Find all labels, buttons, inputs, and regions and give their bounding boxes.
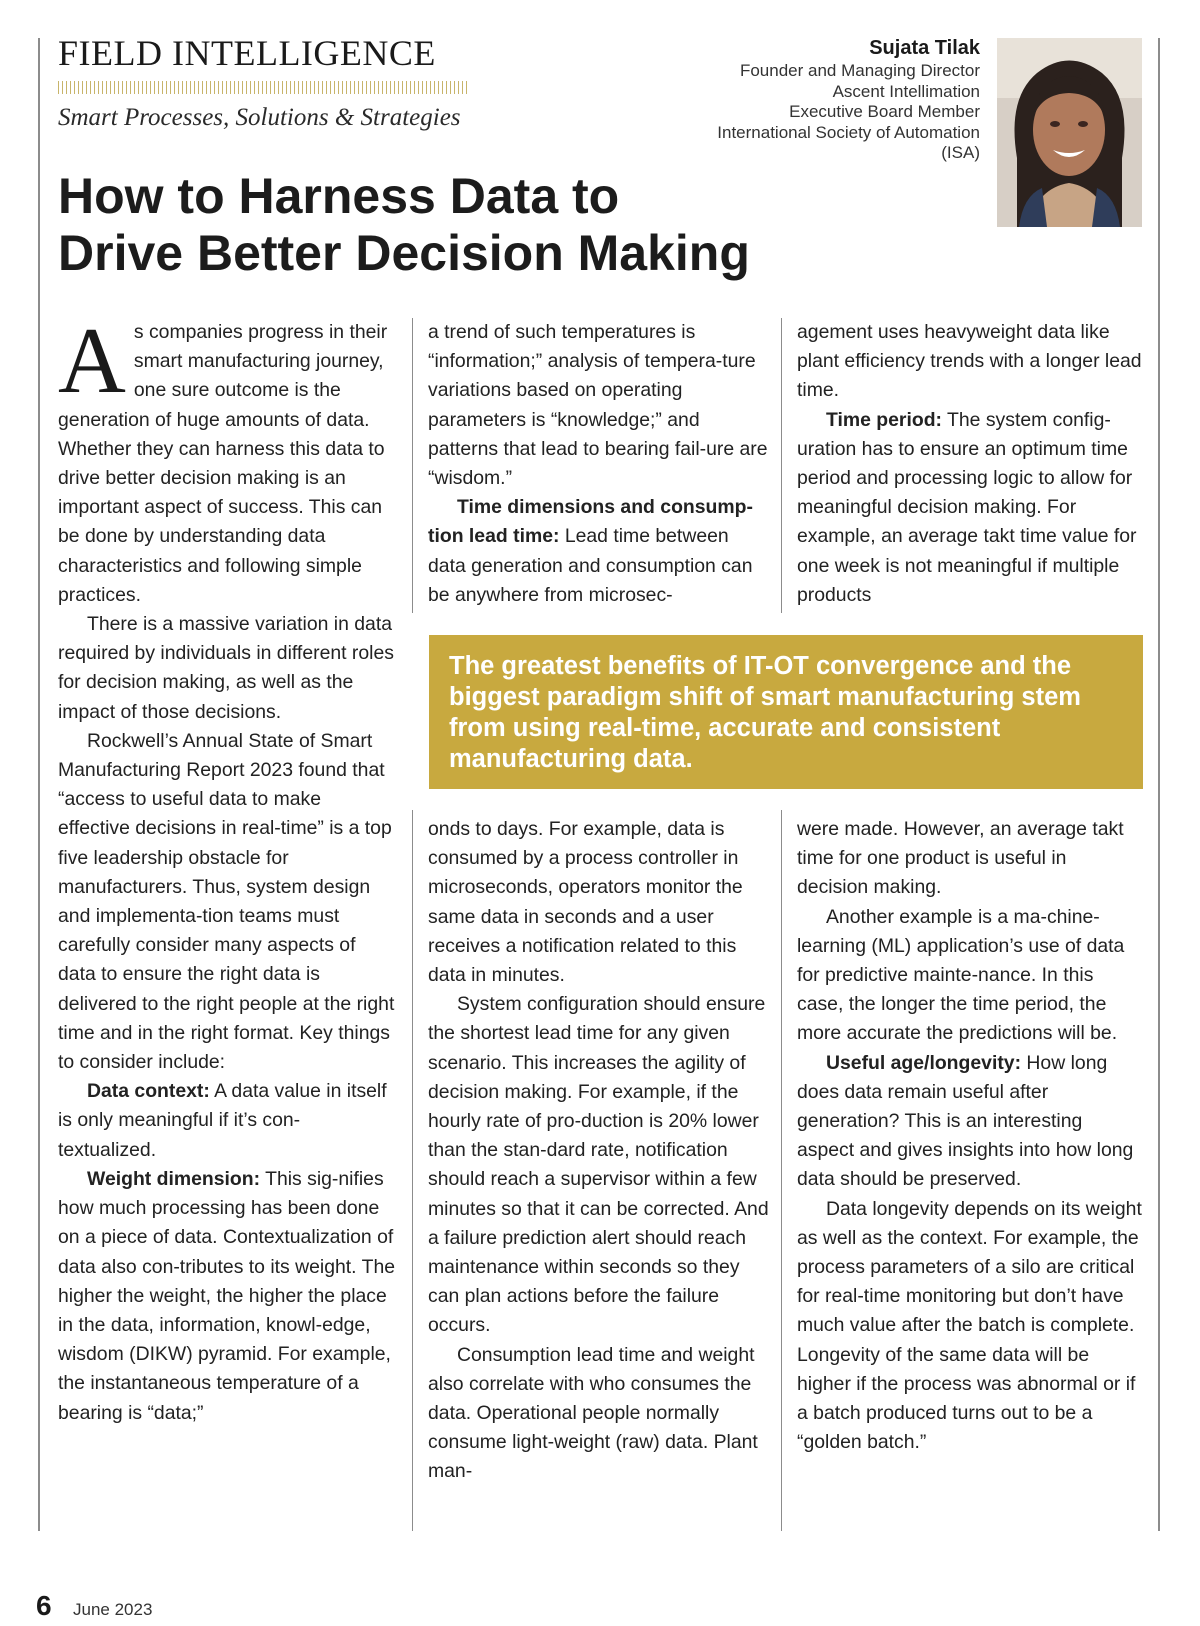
body-paragraph: There is a massive variation in data required by individuals in different roles for decision making, as well as the impact of those decisions. (58, 613, 394, 723)
body-paragraph: Weight dimension: This sig-nifies how much processing has been done on a piece of data. Contextualization of data also con-tributes to its weight. The higher the weight, the higher the place in the data, information, knowl-edge, wisdom (DIKW) pyramid. For example, the instantaneous temperature of a bearing is “data;” (58, 1167, 396, 1424)
body-paragraph: Time dimensions and consump-tion lead time: Lead time between data generation and consumption can be anywhere from microsec- (428, 496, 753, 606)
body-paragraph: Data context: A data value in itself is only meaningful if it’s con-textualized. (58, 1080, 387, 1161)
decorative-hatch-rule (58, 81, 470, 94)
article-column-1 (58, 309, 396, 1428)
body-paragraph: Consumption lead time and weight also correlate with who consumes the data. Operational people normally consume light-weight (raw) data. Plant man- (428, 1343, 758, 1483)
author-name: Sujata Tilak (869, 37, 980, 59)
column-divider-4 (781, 810, 782, 1531)
body-paragraph: System configuration should ensure the shortest lead time for any given scenario. This increases the agility of decision making. For example, if the hourly rate of pro-duction is 20% lower than the stan-dard rate, notification should reach a supervisor within a few minutes so that it can be corrected. And a failure prediction alert should reach maintenance within seconds so they can plan actions before the failure occurs. (428, 993, 769, 1337)
column-divider-3 (412, 810, 413, 1531)
author-role: Ascent Intellimation (832, 81, 980, 101)
left-margin-rule (38, 38, 40, 1531)
body-paragraph: Time period: The system config-uration has to ensure an optimum time period and processing logic to allow for meaningful decision making. For example, an average takt time value for one week is not meaningful if multiple products (797, 408, 1137, 606)
body-paragraph: a trend of such temperatures is “information;” analysis of tempera-ture variations based on operating parameters is “knowledge;” and patterns that lead to bearing fail-ure are “wisdom.” (428, 321, 768, 490)
author-role: (ISA) (941, 143, 980, 162)
subhead-label: Useful age/longevity: (826, 1051, 1022, 1074)
column-divider-2 (781, 318, 782, 613)
article-column-2-top (428, 318, 770, 610)
author-portrait (997, 38, 1142, 227)
body-paragraph: Data longevity depends on its weight as well as the context. For example, the process parameters of a silo are critical for real-time monitoring but don’t have much value after the batch is complete. Longevity of the same data will be higher if the process was abnormal or if a batch produced turns out to be a “golden batch.” (797, 1197, 1142, 1454)
body-paragraph: As companies progress in their smart manufacturing journey, one sure outcome is the generation of huge amounts of data. Whether they can harness this data to drive better decision making is an important aspect of success. This can be done by understanding data characteristics and following simple practices. (58, 309, 388, 606)
body-paragraph: onds to days. For example, data is consumed by a process controller in microseconds, operators monitor the same data in seconds and a user receives a notification related to this data in minutes. (428, 818, 743, 987)
issue-date: June 2023 (73, 1600, 153, 1619)
body-paragraph: agement uses heavyweight data like plant efficiency trends with a longer lead time. (797, 321, 1142, 402)
article-column-3-top (797, 318, 1142, 610)
pull-quote-box (429, 635, 1143, 789)
pull-quote-text: The greatest benefits of IT-OT convergence and the biggest paradigm shift of smart manufacturing stem from using real-time, accurate and consistent manufacturing data. (449, 652, 1081, 773)
body-paragraph: were made. However, an average takt time for one product is useful in decision making. (797, 818, 1124, 899)
column-title: FIELD INTELLIGENCE (58, 33, 436, 73)
column-divider-1 (412, 318, 413, 613)
body-paragraph: Another example is a ma-chine-learning (ML) application’s use of data for predictive mainte-nance. In this case, the longer the time period, the more accurate the predictions will be. (797, 905, 1125, 1045)
article-column-3-bottom (797, 815, 1142, 1457)
author-role: Founder and Managing Director (739, 61, 980, 80)
column-subtitle: Smart Processes, Solutions & Strategies (58, 104, 461, 131)
subhead-label: Time dimensions and consump-tion lead time: (428, 496, 753, 548)
drop-cap: A (58, 309, 126, 413)
article-headline (58, 168, 858, 282)
author-role: International Society of Automation (717, 122, 980, 142)
body-paragraph: Rockwell’s Annual State of Smart Manufacturing Report 2023 found that “access to useful data to make effective decisions in real-time” is a top five leadership obstacle for manufacturers. Thus, system design and implementa-tion teams must carefully consider many aspects of data to ensure the right data is delivered to the right people at the right time and in the right format. Key things to consider include: (58, 729, 395, 1074)
subhead-label: Time period: (826, 408, 943, 431)
body-paragraph: Useful age/longevity: How long does data remain useful after generation? This is an interesting aspect and gives insights into how long data should be preserved. (797, 1051, 1134, 1191)
author-role: Executive Board Member (789, 102, 980, 121)
page-number: 6 (36, 1590, 52, 1621)
right-margin-rule (1158, 38, 1160, 1531)
headline-line: Drive Better Decision Making (58, 225, 750, 281)
subhead-label: Data context: (87, 1080, 210, 1103)
author-block (620, 35, 980, 164)
subhead-label: Weight dimension: (87, 1167, 261, 1190)
article-column-2-bottom (428, 815, 773, 1487)
headline-line: How to Harness Data to (58, 168, 620, 224)
